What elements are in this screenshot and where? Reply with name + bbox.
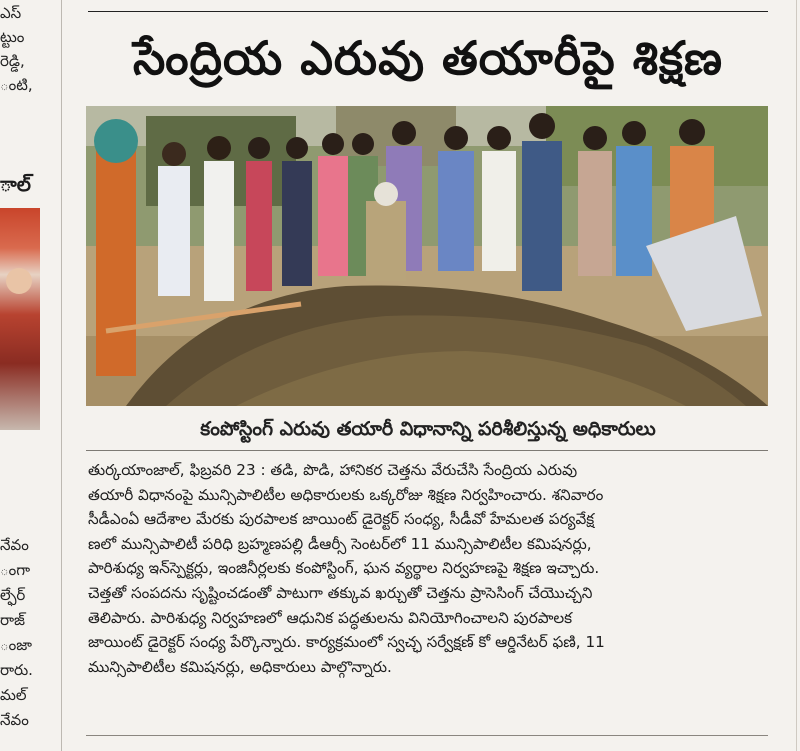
body-line: చెత్తతో సంపదను సృష్టించడంతో పాటుగా తక్కువ ఖర్చుతో చెత్తను ప్రాసెసింగ్ చేయొచ్చని: [88, 583, 593, 602]
body-line: తుర్కయాంజాల్, ఫిబ్రవరి 23 : తడి, పొడి, హానికర చెత్తను వేరుచేసి సేంద్రియ ఎరువు: [88, 461, 578, 479]
adjacent-text-fragment: ఎస్: [0, 4, 22, 22]
column-divider: [61, 0, 62, 751]
body-line: జాయింట్ డైరెక్టర్ సంధ్య పేర్కొన్నారు. కార్యక్రమంలో స్వచ్ఛ సర్వేక్షణ్ కో ఆర్డినేటర్ ఫణి, 11: [88, 633, 605, 652]
adjacent-text-fragment: రాజ్: [0, 611, 26, 629]
body-line: తయారీ విధానంపై మున్సిపాలిటీల అధికారులకు ఒక్కరోజు శిక్షణ నిర్వహించారు. శనివారం: [88, 485, 604, 504]
adjacent-text-fragment: ంజా: [0, 636, 32, 654]
adjacent-text-fragment: రారు.: [0, 661, 33, 679]
body-line: పారిశుధ్య ఇన్‌స్పెక్టర్లు, ఇంజినీర్లలకు కంపోస్టింగ్, ఘన వ్యర్థాల నిర్వహణపై శిక్షణ ఇచ్చారు.: [88, 559, 600, 578]
body-line: తెలిపారు. పారిశుధ్య నిర్వహణలో ఆధునిక పద్ధతులను వినియోగించాలని పురపాలక: [88, 608, 573, 627]
adjacent-text-fragment: ల్ఫేర్: [0, 586, 26, 604]
adjacent-headline-fragment: ాల్: [0, 172, 31, 196]
headline-rule: [88, 11, 768, 12]
bottom-rule: [86, 735, 768, 736]
caption-rule: [86, 450, 768, 451]
news-photo: [86, 106, 768, 406]
body-line: మున్సిపాలిటీల కమిషనర్లు, అధికారులు పాల్గొన్నారు.: [88, 657, 392, 676]
article-body: [88, 458, 768, 679]
column-divider: [796, 0, 797, 751]
adjacent-text-fragment: నేవం: [0, 536, 29, 554]
adjacent-text-fragment: రెడ్డి,: [0, 52, 25, 70]
adjacent-column: [0, 0, 44, 751]
adjacent-text-fragment: ంటి,: [0, 76, 33, 94]
article-headline: సేంద్రియ ఎరువు తయారీపై శిక్షణ: [132, 31, 724, 85]
body-line: సీడీఎంఏ ఆదేశాల మేరకు పురపాలక జాయింట్ డైరెక్టర్ సంధ్య, సీడీవో హేమలత పర్యవేక్ష: [88, 510, 595, 529]
adjacent-text-fragment: ట్టుం: [0, 28, 25, 46]
adjacent-text-fragment: మల్: [0, 686, 27, 704]
adjacent-photo: [0, 208, 40, 430]
adjacent-text-fragment: ంగా: [0, 561, 31, 579]
adjacent-text-fragment: నేవం: [0, 711, 29, 729]
body-line: ణలో మున్సిపాలిటీ పరిధి బ్రహ్మణపల్లి డీఆర్సీ సెంటర్‌లో 11 మున్సిపాలిటీల కమిషనర్లు,: [88, 534, 592, 553]
photo-caption: కంపోస్టింగ్ ఎరువు తయారీ విధానాన్ని పరిశీలిస్తున్న అధికారులు: [200, 418, 656, 440]
